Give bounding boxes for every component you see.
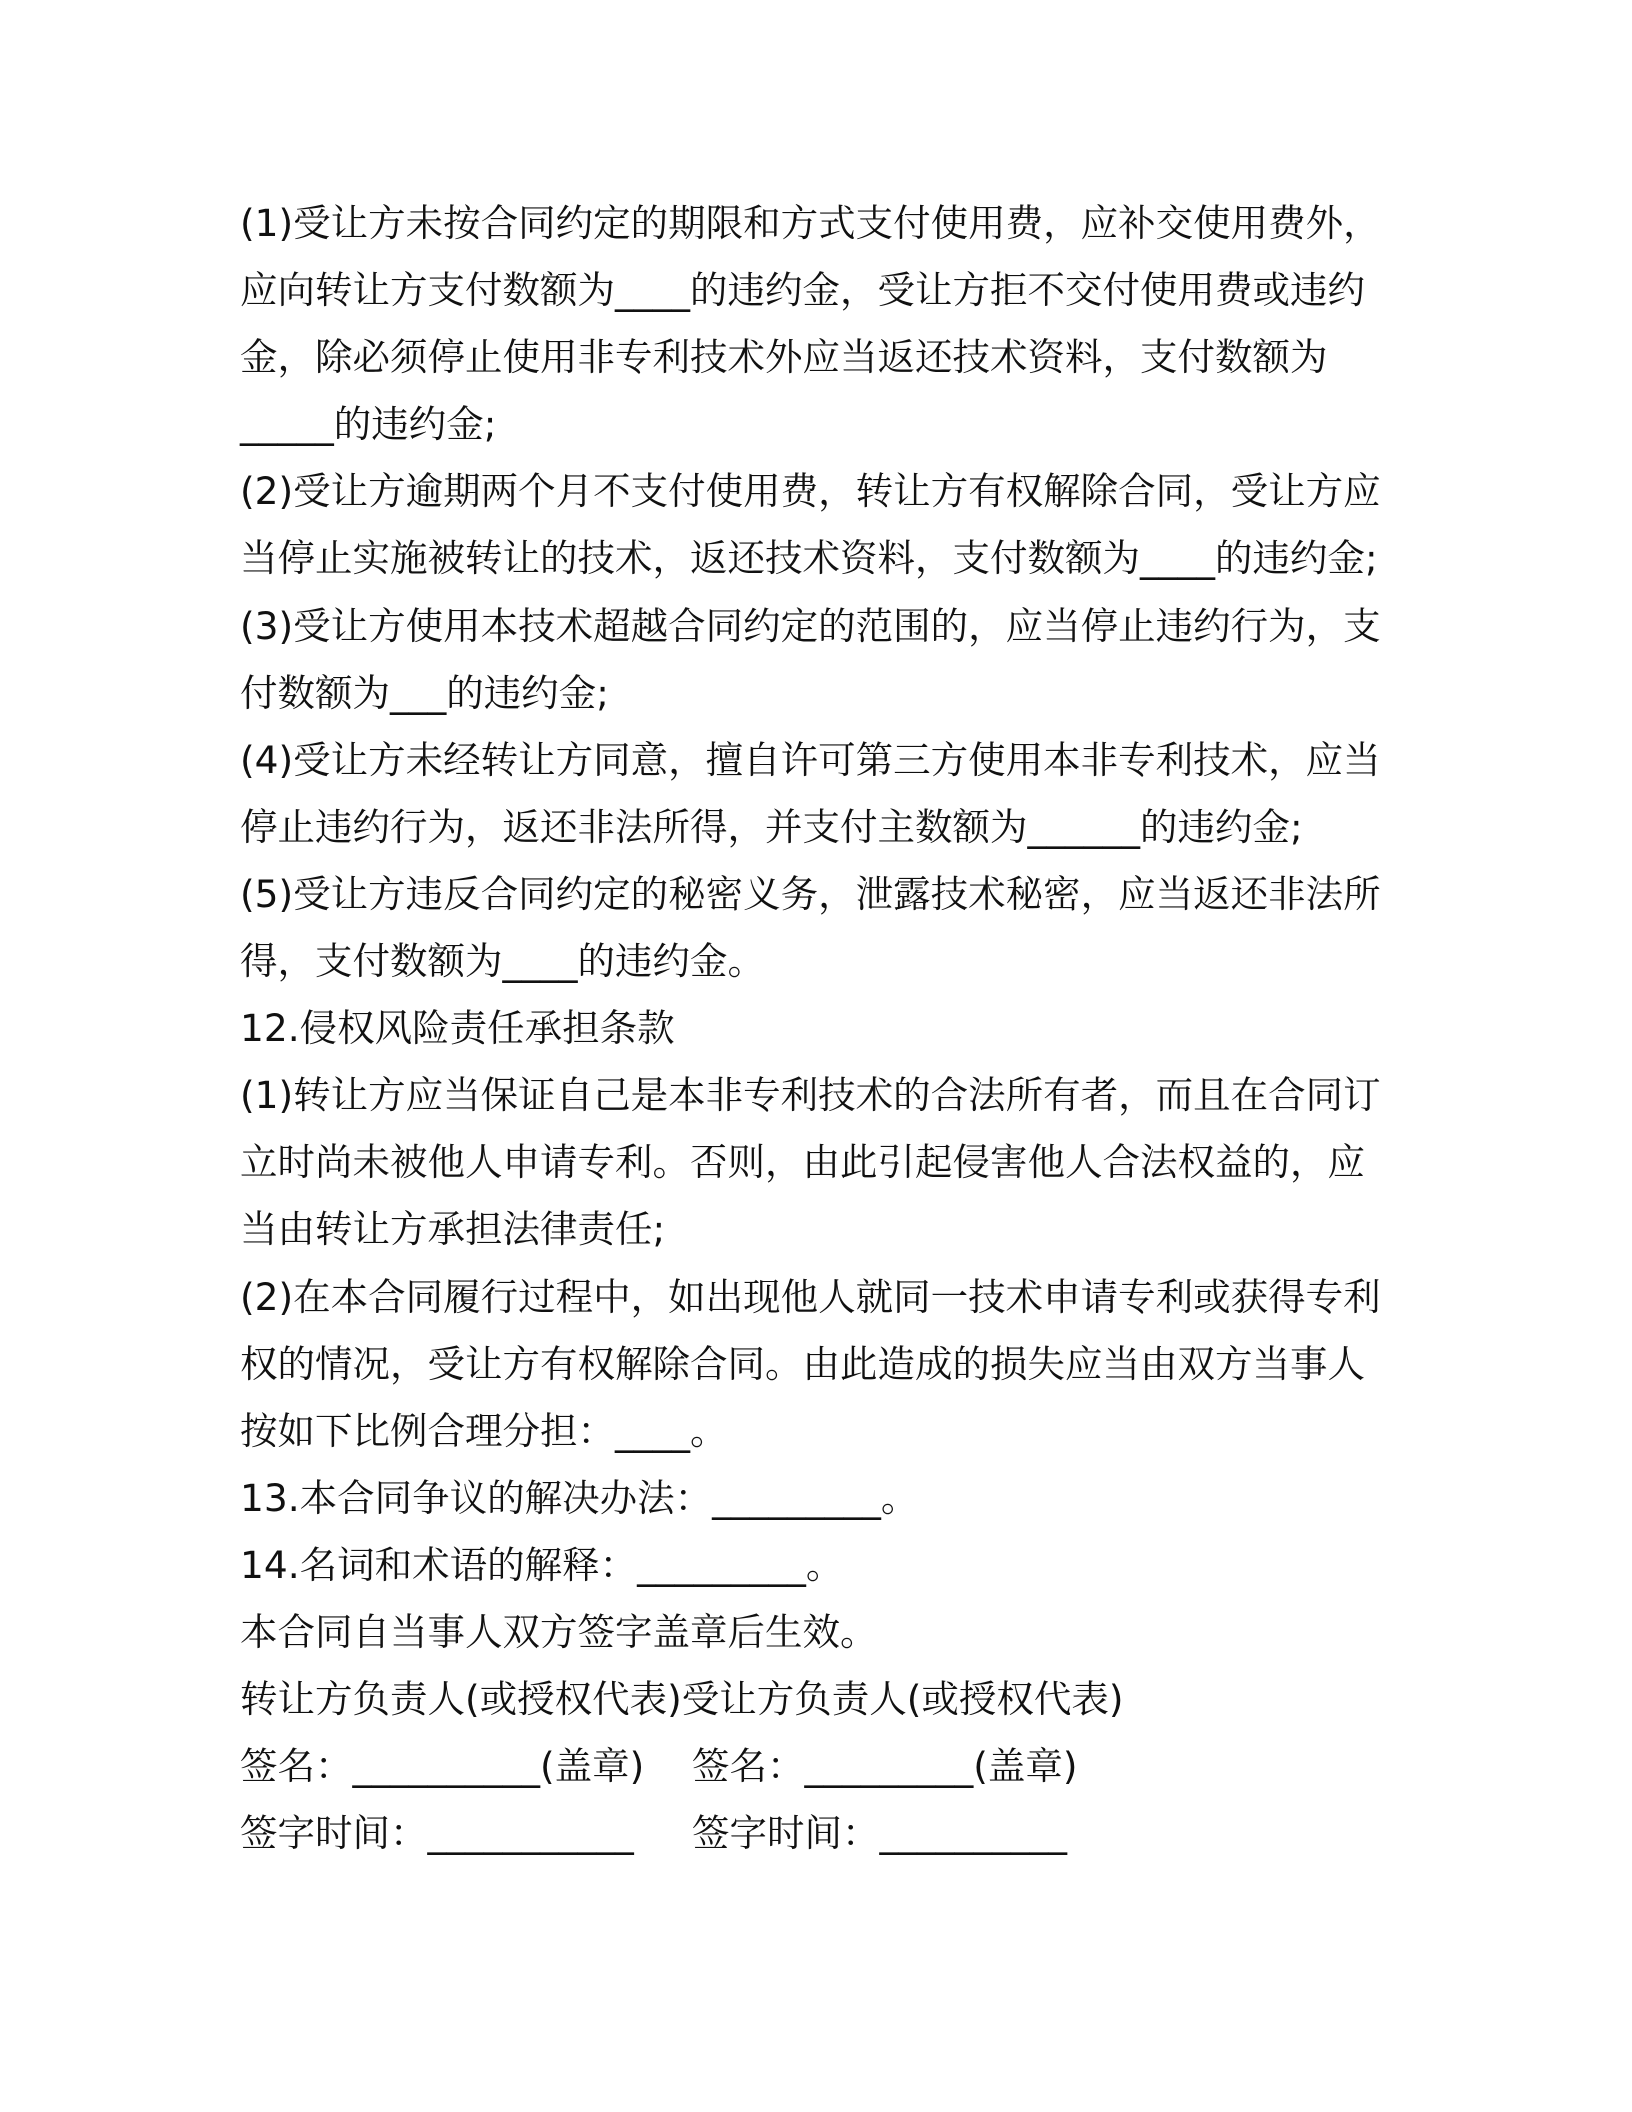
document-body xyxy=(240,190,1395,1867)
signature-row xyxy=(240,1733,1395,1800)
clause-line: (1)转让方应当保证自己是本非专利技术的合法所有者，而且在合同订 xyxy=(240,1073,1381,1118)
clause-line: 应向转让方支付数额为____的违约金，受让方拒不交付使用费或违约 xyxy=(240,268,1365,313)
clause-line: (3)受让方使用本技术超越合同约定的范围的，应当停止违约行为，支 xyxy=(240,603,1381,648)
clause-line: 立时尚未被他人申请专利。否则，由此引起侵害他人合法权益的，应 xyxy=(240,1140,1365,1185)
clause-line: 金，除必须停止使用非专利技术外应当返还技术资料，支付数额为 xyxy=(240,335,1328,380)
transferor-date-field: 签字时间：___________ xyxy=(240,1811,634,1856)
clause-line: 当停止实施被转让的技术，返还技术资料，支付数额为____的违约金; xyxy=(240,536,1378,581)
transferee-signature-field: 签名：_________(盖章) xyxy=(692,1744,1078,1789)
clause-line: 当由转让方承担法律责任; xyxy=(240,1207,666,1252)
clause-line: 停止违约行为，返还非法所得，并支付主数额为______的违约金; xyxy=(240,804,1303,849)
clause-line: 按如下比例合理分担：____。 xyxy=(240,1408,728,1453)
effective-statement: 本合同自当事人双方签字盖章后生效。 xyxy=(240,1609,878,1654)
signature-date-row xyxy=(240,1800,1395,1867)
section-heading: 14.名词和术语的解释：_________。 xyxy=(240,1542,844,1587)
section-heading: 12.侵权风险责任承担条款 xyxy=(240,1006,675,1051)
clause-line: (1)受让方未按合同约定的期限和方式支付使用费，应补交使用费外， xyxy=(240,201,1381,245)
clause-line: 付数额为___的违约金; xyxy=(240,670,609,715)
clause-line: _____的违约金; xyxy=(240,402,497,447)
clause-line: 权的情况，受让方有权解除合同。由此造成的损失应当由双方当事人 xyxy=(240,1341,1365,1386)
signatory-headings: 转让方负责人(或授权代表)受让方负责人(或授权代表) xyxy=(240,1677,1124,1722)
clause-line: (2)受让方逾期两个月不支付使用费，转让方有权解除合同，受让方应 xyxy=(240,469,1381,514)
clause-line: (5)受让方违反合同约定的秘密义务，泄露技术秘密，应当返还非法所 xyxy=(240,871,1381,916)
transferee-date-field: 签字时间：__________ xyxy=(692,1811,1067,1856)
clause-line: (4)受让方未经转让方同意，擅自许可第三方使用本非专利技术，应当 xyxy=(240,737,1381,782)
section-heading: 13.本合同争议的解决办法：_________。 xyxy=(240,1475,919,1520)
clause-line: 得，支付数额为____的违约金。 xyxy=(240,939,765,984)
clause-line: (2)在本合同履行过程中，如出现他人就同一技术申请专利或获得专利 xyxy=(240,1274,1381,1319)
transferor-signature-field: 签名：__________(盖章) xyxy=(240,1744,645,1789)
